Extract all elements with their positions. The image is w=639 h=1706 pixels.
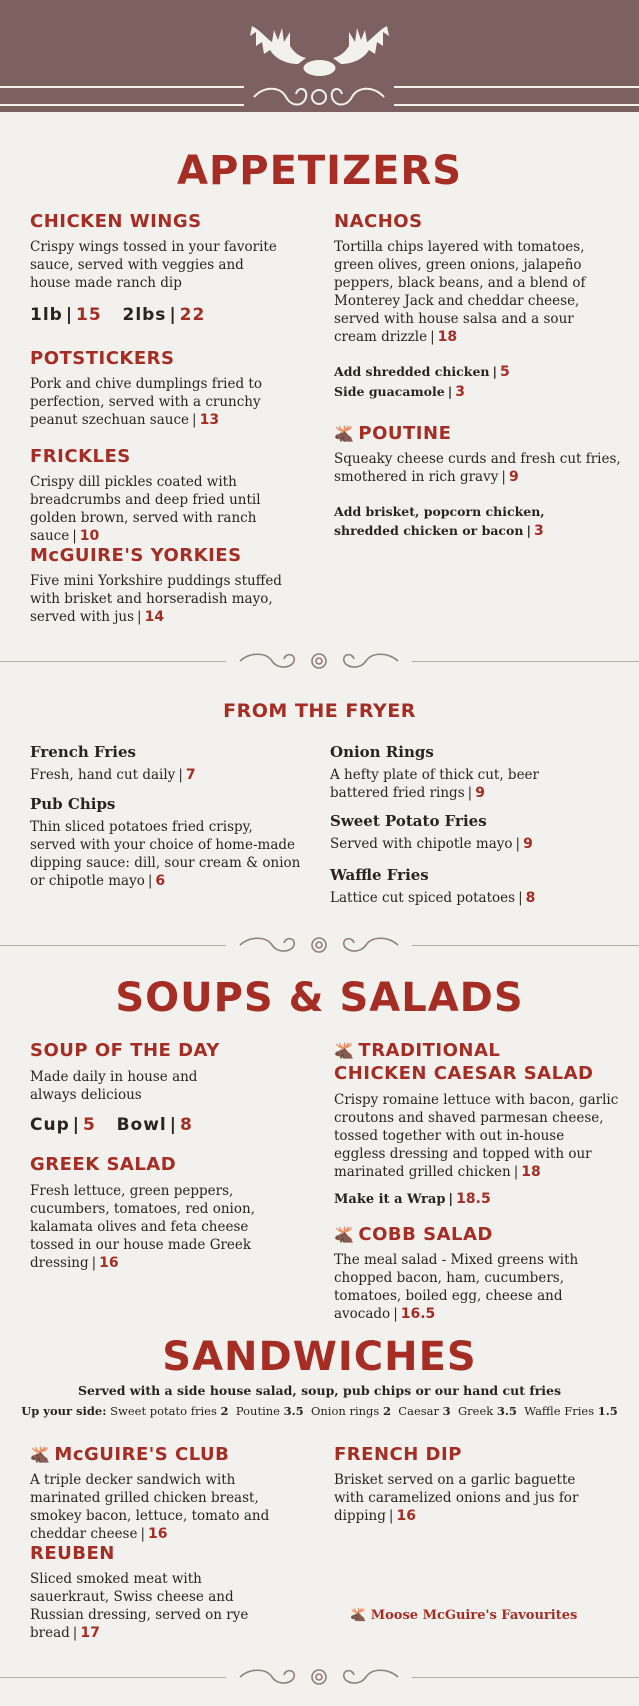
price: 16	[148, 1526, 168, 1542]
size-label: Cup	[30, 1115, 70, 1135]
desc-text: Fresh, hand cut daily	[30, 767, 176, 783]
price: 7	[185, 767, 196, 783]
wings-sizes: 1lb | 15 2lbs | 22	[30, 305, 206, 325]
title-text: COBB SALAD	[358, 1224, 493, 1245]
fryer-name-waffle: Waffle Fries	[330, 866, 429, 884]
price: 16	[99, 1255, 119, 1271]
item-desc-poutine: Squeaky cheese curds and fresh cut fries, smothered in rich gravy | 9	[334, 451, 621, 485]
moose-favourite-icon: 🫎	[334, 1225, 355, 1244]
item-desc-reuben: Sliced smoked meat with sauerkraut, Swiss cheese and Russian dressing, served on rye bread | 17	[30, 1571, 249, 1641]
item-title-caesar-2: CHICKEN CAESAR SALAD	[334, 1063, 594, 1084]
desc-text: A hefty plate of thick cut, beer battered fried rings	[330, 767, 539, 801]
item-title-greek: GREEK SALAD	[30, 1154, 177, 1175]
nachos-addons: Add shredded chicken | 5 Side guacamole | 3	[334, 364, 510, 400]
fryer-desc-pub-chips: Thin sliced potatoes fried crispy, served with your choice of home-made dipping sauce: dill, sour cream & onion or chipotle mayo | 6	[30, 819, 301, 889]
soup-sizes: Cup | 5 Bowl | 8	[30, 1115, 193, 1135]
desc-text: Served with chipotle mayo	[330, 836, 513, 852]
addon-text: Make it a Wrap	[334, 1192, 446, 1207]
item-desc-greek: Fresh lettuce, green peppers, cucumbers, tomatoes, red onion, kalamata olives and feta cheese tossed in our house made Greek dressing | 16	[30, 1183, 255, 1271]
moose-antlers-icon	[248, 24, 391, 80]
upside-name: Poutine	[235, 1404, 280, 1418]
price: 15	[76, 305, 102, 325]
desc-text: Lattice cut spiced potatoes	[330, 890, 516, 906]
desc-text: Thin sliced potatoes fried crispy, served with your choice of home-made dipping sauce: dill, sour cream & onion or chipotle mayo	[30, 819, 301, 889]
item-desc-cobb: The meal salad - Mixed greens with chopped bacon, ham, cucumbers, tomatoes, boiled egg, cheese and avocado | 16.5	[334, 1252, 579, 1322]
price: 5	[500, 364, 510, 380]
price: 18	[521, 1164, 541, 1180]
desc-text: Crispy dill pickles coated with breadcrumbs and deep fried until golden brown, served with ranch sauce	[30, 474, 261, 544]
item-title-poutine	[334, 423, 451, 444]
ornament-swirl-icon	[226, 934, 412, 956]
fryer-name-onion-rings: Onion Rings	[330, 743, 434, 761]
price: 10	[79, 528, 100, 544]
price: 22	[179, 305, 206, 325]
sandwich-note: Served with a side house salad, soup, pub chips or our hand cut fries	[77, 1383, 562, 1398]
item-desc-frickles: Crispy dill pickles coated with breadcrumbs and deep fried until golden brown, served with ranch sauce | 10	[30, 474, 261, 544]
price: 9	[475, 785, 485, 801]
item-title-potstickers: POTSTICKERS	[30, 348, 175, 369]
desc-text: Five mini Yorkshire puddings stuffed with brisket and horseradish mayo, served with jus	[30, 573, 282, 625]
item-title-yorkies: McGUIRE'S YORKIES	[30, 545, 242, 566]
fryer-desc-french-fries: Fresh, hand cut daily | 7	[30, 767, 196, 783]
desc-text: Brisket served on a garlic baguette with caramelized onions and jus for dipping	[334, 1472, 579, 1524]
desc-text: Sliced smoked meat with sauerkraut, Swiss cheese and Russian dressing, served on rye bread	[30, 1571, 249, 1641]
addon-text: Add shredded chicken	[334, 364, 490, 379]
section-title-sandwiches: SANDWICHES	[162, 1334, 477, 1380]
desc-text: Pork and chive dumplings fried to perfection, served with a crunchy peanut szechuan sauce	[30, 376, 262, 428]
size-label: 1lb	[30, 305, 63, 325]
upsides-line	[0, 1404, 639, 1418]
item-desc-french-dip: Brisket served on a garlic baguette with caramelized onions and jus for dipping | 16	[334, 1472, 579, 1524]
upside-name: Waffle Fries	[524, 1404, 595, 1418]
upside-name: Onion rings	[310, 1404, 380, 1418]
size-label: 2lbs	[122, 305, 167, 325]
price: 3	[534, 523, 544, 539]
upside-price: 2	[220, 1404, 229, 1418]
desc-text: Squeaky cheese curds and fresh cut fries, smothered in rich gravy	[334, 451, 621, 485]
ornament-swirl-icon	[226, 650, 412, 672]
fryer-name-sweet-potato: Sweet Potato Fries	[330, 812, 487, 830]
item-desc-chicken-wings: Crispy wings tossed in your favorite sauce, served with veggies and house made ranch dip	[30, 239, 277, 291]
legend-text: Moose McGuire's Favourites	[370, 1608, 578, 1623]
section-title-fryer: FROM THE FRYER	[223, 700, 416, 722]
upside-name: Sweet potato fries	[110, 1404, 217, 1418]
addon-text: Add brisket, popcorn chicken, shredded chicken or bacon	[334, 504, 545, 538]
desc-text: The meal salad - Mixed greens with chopped bacon, ham, cucumbers, tomatoes, boiled egg, cheese and avocado	[334, 1252, 579, 1322]
header-banner	[0, 0, 639, 112]
desc-text: A triple decker sandwich with marinated grilled chicken breast, smokey bacon, lettuce, tomato and cheddar cheese	[30, 1472, 270, 1542]
fryer-desc-onion-rings: A hefty plate of thick cut, beer battered fried rings | 9	[330, 767, 539, 801]
poutine-addon: Add brisket, popcorn chicken, shredded chicken or bacon | 3	[334, 504, 545, 539]
upside-price: 2	[382, 1404, 391, 1418]
section-title-appetizers: APPETIZERS	[176, 148, 463, 194]
item-desc-soup: Made daily in house and always delicious	[30, 1069, 198, 1103]
price: 13	[199, 412, 220, 428]
price: 16	[396, 1508, 416, 1524]
favourites-legend	[350, 1608, 577, 1623]
upside-price: 3.5	[496, 1404, 517, 1418]
upside-price: 3.5	[283, 1404, 304, 1418]
title-text: TRADITIONAL	[358, 1040, 501, 1061]
price: 14	[144, 609, 165, 625]
item-title-frickles: FRICKLES	[30, 446, 131, 467]
moose-favourite-icon: 🫎	[334, 1041, 355, 1060]
price: 6	[155, 873, 166, 889]
item-desc-potstickers: Pork and chive dumplings fried to perfection, served with a crunchy peanut szechuan sauce | 13	[30, 376, 262, 428]
price: 3	[455, 384, 466, 400]
desc-text: Fresh lettuce, green peppers, cucumbers, tomatoes, red onion, kalamata olives and feta cheese tossed in our house made Greek dressing	[30, 1183, 255, 1271]
moose-favourite-icon: 🫎	[334, 424, 355, 443]
item-desc-caesar: Crispy romaine lettuce with bacon, garlic croutons and shaved parmesan cheese, tossed together with out in-house eggless dressing and topped with our marinated grilled chicken | 18	[334, 1092, 619, 1180]
price: 17	[80, 1625, 100, 1641]
upside-price: 1.5	[597, 1404, 618, 1418]
fryer-name-pub-chips: Pub Chips	[30, 795, 116, 813]
caesar-wrap: Make it a Wrap | 18.5	[334, 1191, 491, 1207]
title-text: McGUIRE'S CLUB	[54, 1444, 230, 1465]
upside-name: Caesar	[398, 1404, 440, 1418]
ornament-swirl-icon	[244, 84, 394, 110]
upside-price: 3	[442, 1404, 451, 1418]
item-title-soup: SOUP OF THE DAY	[30, 1040, 220, 1061]
addon-text: Side guacamole	[334, 384, 445, 399]
item-desc-club: A triple decker sandwich with marinated grilled chicken breast, smokey bacon, lettuce, tomato and cheddar cheese | 16	[30, 1472, 270, 1542]
fryer-desc-sweet-potato: Served with chipotle mayo | 9	[330, 836, 533, 852]
ornament-swirl-icon	[226, 1666, 412, 1688]
upside-name: Greek	[458, 1404, 494, 1418]
moose-favourite-icon: 🫎	[30, 1445, 51, 1464]
fryer-name-french-fries: French Fries	[30, 743, 136, 761]
price: 18.5	[456, 1191, 491, 1207]
moose-favourite-icon: 🫎	[350, 1608, 367, 1623]
fryer-desc-waffle: Lattice cut spiced potatoes | 8	[330, 890, 536, 906]
title-text: POUTINE	[358, 423, 452, 444]
item-desc-yorkies: Five mini Yorkshire puddings stuffed with brisket and horseradish mayo, served with jus | 14	[30, 573, 282, 625]
price: 8	[179, 1115, 193, 1135]
item-title-reuben: REUBEN	[30, 1543, 115, 1564]
item-title-french-dip: FRENCH DIP	[334, 1444, 462, 1465]
section-title-soups-salads: SOUPS & SALADS	[115, 975, 524, 1021]
desc-text: Tortilla chips layered with tomatoes, green olives, green onions, jalapeño peppers, black beans, and a blend of Monterey Jack and cheddar cheese, served with house salsa and a sour cream drizzle	[334, 239, 586, 345]
price: 18	[437, 329, 458, 345]
item-title-nachos: NACHOS	[334, 211, 423, 232]
item-title-caesar	[334, 1040, 500, 1061]
item-title-club	[30, 1444, 229, 1465]
price: 9	[523, 836, 533, 852]
size-label: Bowl	[116, 1115, 167, 1135]
price: 9	[508, 469, 519, 485]
price: 8	[525, 890, 536, 906]
item-title-cobb	[334, 1224, 493, 1245]
price: 5	[82, 1115, 96, 1135]
upsides-label: Up your side:	[21, 1404, 107, 1418]
item-desc-nachos: Tortilla chips layered with tomatoes, green olives, green onions, jalapeño peppers, black beans, and a blend of Monterey Jack and cheddar cheese, served with house salsa and a sour cream drizzle | 18	[334, 239, 586, 345]
desc-text: Crispy romaine lettuce with bacon, garlic croutons and shaved parmesan cheese, tossed together with out in-house eggless dressing and topped with our marinated grilled chicken	[334, 1092, 619, 1180]
item-title-chicken-wings: CHICKEN WINGS	[30, 211, 202, 232]
price: 16.5	[400, 1306, 436, 1322]
